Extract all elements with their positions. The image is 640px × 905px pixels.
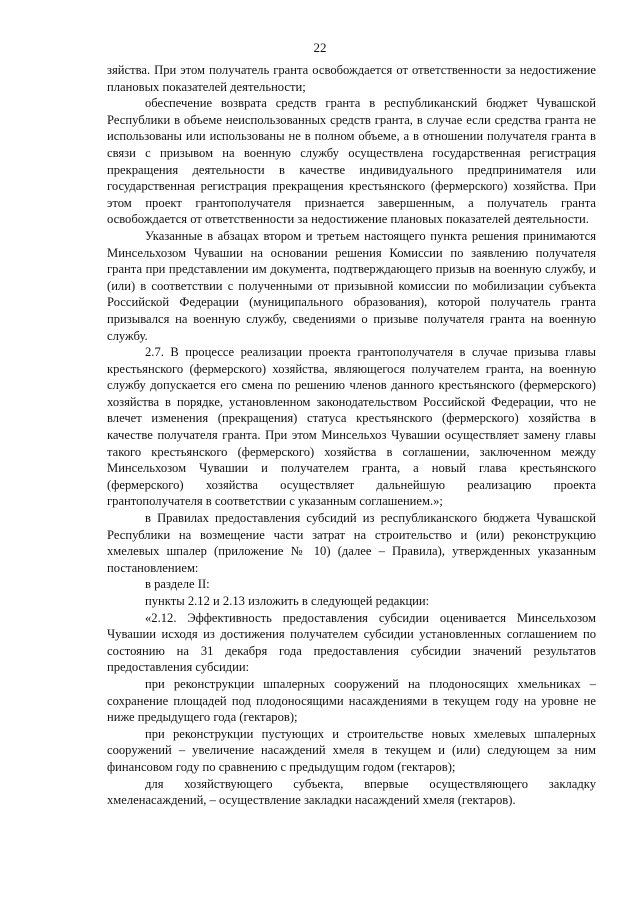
paragraph-first-planting: для хозяйствующего субъекта, впервые осуществляющего закладку хмеленасаждений, – осуществление закладки насаждений хмеля (гектаров). [107, 776, 596, 808]
paragraph-rules-intro: в Правилах предоставления субсидий из республиканского бюджета Чувашской Республики на возмещение части затрат на строительство и (или) реконструкцию хмелевых шпалер (приложение № 10) (далее – Правила), утвержденных указанным постановлением: [107, 511, 596, 575]
paragraph-grant-refund: обеспечение возврата средств гранта в республиканский бюджет Чувашской Республики в объеме неиспользованных средств гранта, в случае если средства гранта не использованы или использованы не в полном объеме, а в отношении получателя гранта в связи с призывом на военную службу осуществлена государственная регистрация прекращения деятельности в качестве индивидуального предпринимателя или государственная регистрация прекращения крестьянского (фермерского) хозяйства. При этом проект грантополучателя признается завершенным, а получатель гранта освобождается от ответственности за недостижение плановых показателей деятельности. [107, 96, 596, 227]
paragraph-clause-2-7: 2.7. В процессе реализации проекта грантополучателя в случае призыва главы крестьянского (фермерского) хозяйства, являющегося получателем гранта, на военную службу допускается его смена по решению членов данного крестьянского (фермерского) хозяйства в порядке, установленном законодательством Российской Федерации, что не влечет изменения (прекращения) статуса крестьянского (фермерского) хозяйства в качестве получателя гранта. При этом Минсельхоз Чувашии осуществляет замену главы такого крестьянского (фермерского) хозяйства в соглашении, заключенном между Минсельхозом Чувашии и получателем гранта, а новый глава крестьянского (фермерского) хозяйства осуществляет дальнейшую реализацию проекта грантополучателя в соответствии с указанным соглашением.»; [107, 345, 596, 509]
paragraph-reconstruction-new: при реконструкции пустующих и строительстве новых хмелевых шпалерных сооружений – увеличение насаждений хмеля в текущем и (или) следующем за ним финансовом году по сравнению с предыдущим годом (гектаров); [107, 726, 596, 774]
page-number: 22 [313, 40, 327, 55]
paragraph-section-ii: в разделе II: [145, 577, 210, 592]
paragraph-clause-2-12: «2.12. Эффективность предоставления субсидии оценивается Минсельхозом Чувашии исходя из достижения получателем субсидии установленных соглашением по состоянию на 31 декабря года предоставления субсидии значений результатов предоставления субсидии: [107, 610, 596, 675]
paragraph-reconstruction-fruiting: при реконструкции шпалерных сооружений на плодоносящих хмельниках – сохранение площадей под плодоносящими насаждениями в текущем году на уровне не ниже предыдущего года (гектаров); [107, 676, 596, 725]
paragraph-decision-basis: Указанные в абзацах втором и третьем настоящего пункта решения принимаются Минсельхозом Чувашии на основании решения Комиссии по заявлению получателя гранта при представлении им документа, подтверждающего призыв на военную службу, и (или) в соответствии с полученными от призывной комиссии по мобилизации субъекта Российской Федерации (муниципального образования), которой получатель гранта призывался на военную службу, сведениями о призыве получателя гранта на военную службу. [107, 228, 596, 343]
document-body [107, 62, 596, 809]
paragraph-amend-items: пункты 2.12 и 2.13 изложить в следующей редакции: [145, 594, 430, 608]
paragraph-continuation: зяйства. При этом получатель гранта освобождается от ответственности за недостижение плановых показателей деятельности; [107, 63, 596, 94]
